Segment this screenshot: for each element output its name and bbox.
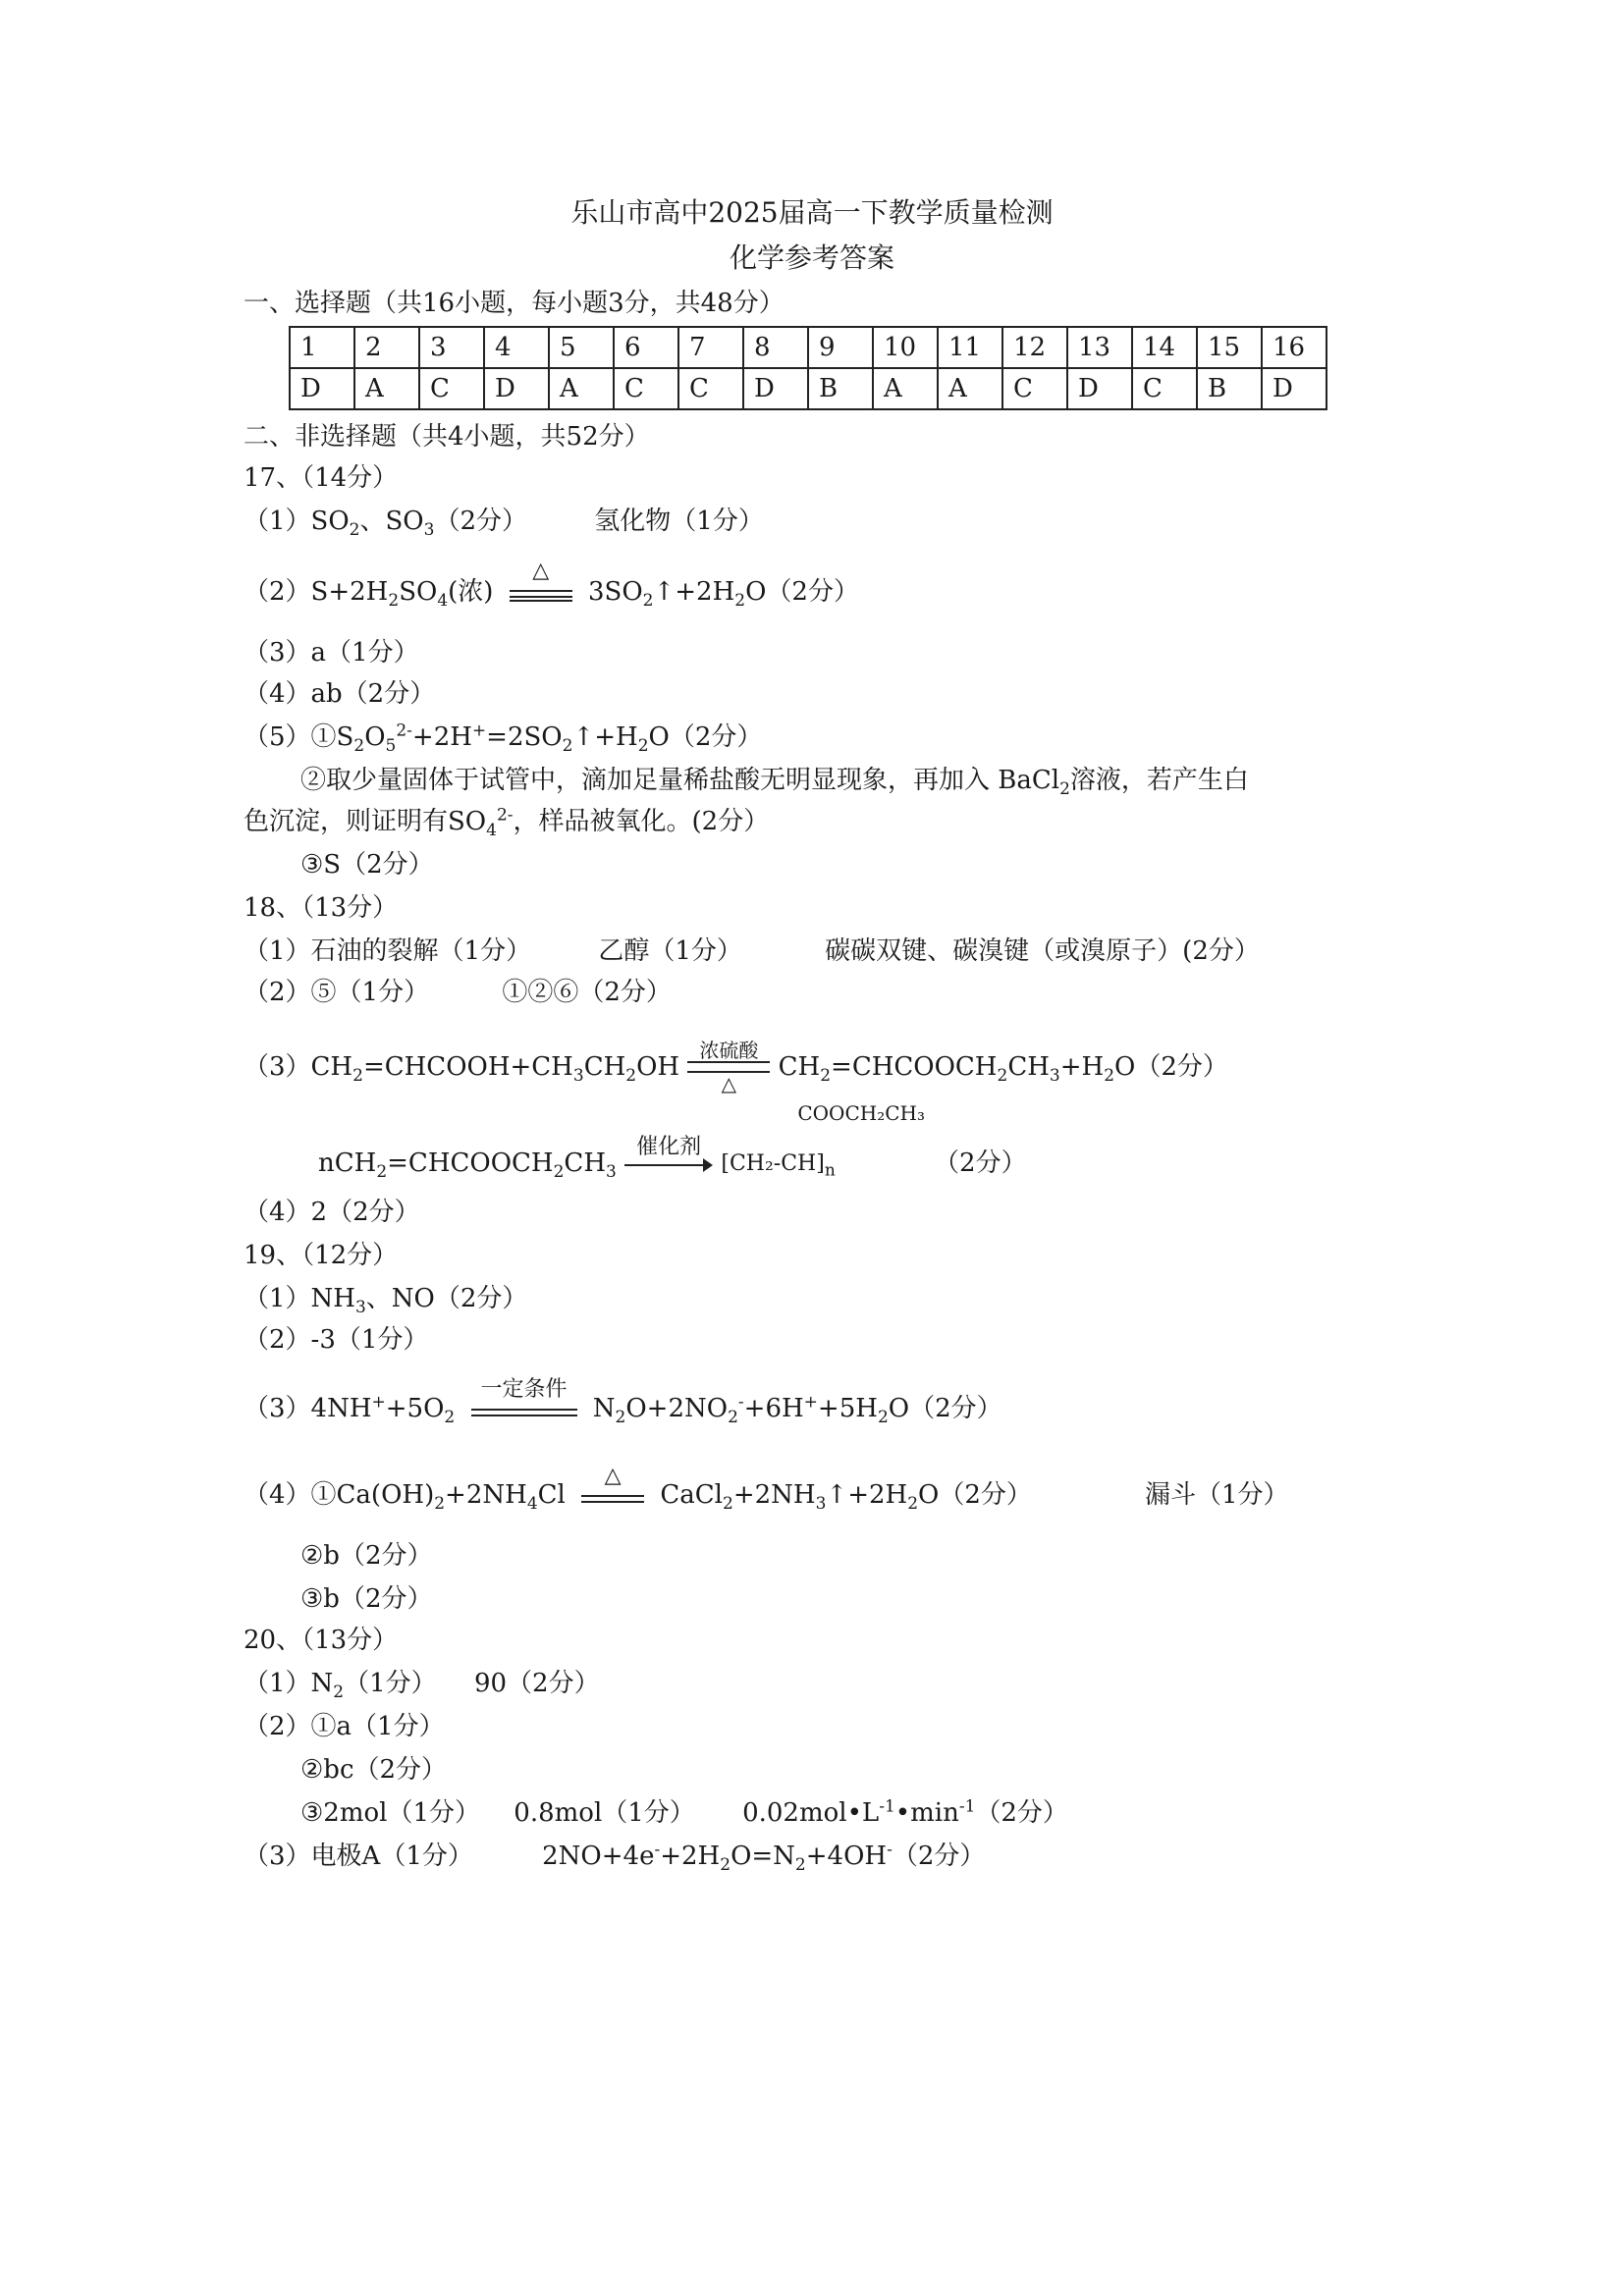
q17-part5-3: ③S（2分） [300, 850, 434, 880]
q17-part3: （3）a（1分） [244, 638, 419, 667]
q18-heading: 18、（13分） [244, 893, 399, 923]
table-cell: D [1262, 368, 1326, 409]
table-cell: D [484, 368, 549, 409]
heat-condition-equals: △ [581, 1489, 644, 1503]
table-cell: D [290, 368, 354, 409]
polymer-structure: COOCH₂CH₃ $[CH_2-CH]_n$ [721, 1101, 925, 1181]
table-cell: C [1132, 368, 1197, 409]
table-cell: 9 [808, 327, 873, 368]
table-cell: 13 [1067, 327, 1132, 368]
condition-equals: 一定条件 [471, 1403, 577, 1416]
q19-part4-2: ②b（2分） [300, 1541, 433, 1571]
table-cell: C [614, 368, 678, 409]
q18-part1: （1）石油的裂解（1分） 乙醇（1分） 碳碳双键、碳溴键（或溴原子）(2分） [244, 936, 1260, 966]
q17-part5-2: ②取少量固体于试管中，滴加足量稀盐酸无明显现象，再加入 BaCl$_2$溶液，若产生白 [300, 766, 1249, 800]
q18-part2: （2）⑤（1分） ①②⑥（2分） [244, 978, 672, 1007]
q19-part1: $(1)NH_3$、NO（2分） [244, 1284, 528, 1318]
table-cell: A [354, 368, 419, 409]
q17-part5: $(5)①S_2O_5^{2-}+2H^+=2SO_2↑+H_2O(2$分） [244, 721, 763, 757]
table-cell: 12 [1002, 327, 1067, 368]
table-cell: 14 [1132, 327, 1197, 368]
table-cell: 6 [614, 327, 678, 368]
q19-part3: $(3)4NH^++5O_2$ 一定条件 $N_2O+2NO_2^-+6H^++5H_2O(2$分） [244, 1377, 1002, 1428]
q18-polymerization: $nCH_2=CHCOOCH_2CH_3$ 催化剂 COOCH₂CH₃ $[CH_2-CH]_n$ （2分） [318, 1101, 1027, 1183]
table-cell: C [678, 368, 743, 409]
q17-part2: $(2)S+2H_2SO_4$(浓) △ $3SO_2↑+2H_2O(2$分） [244, 559, 859, 612]
q20-part2-3: ③2mol（1分） 0.8mol（1分） $0.02mol•L^{-1}•\min^{-1}(2$分） [300, 1796, 1068, 1828]
q20-part2-2: ②bc（2分） [300, 1755, 448, 1785]
q20-part3: （3）电极A（1分） $2NO+4e^-+2H_2O=N_2+4OH^-(2$分） [244, 1840, 986, 1876]
q19-part4: $(4)①Ca(OH)_2+2NH_4Cl$ △ $CaCl_2+2NH_3↑+2H_2O(2$分） [244, 1464, 1032, 1515]
q17-heading: 17、（14分） [244, 463, 399, 493]
table-cell: 4 [484, 327, 549, 368]
q19-part2: （2）-3（1分） [244, 1325, 429, 1355]
reversible-arrow: 浓硫酸 △ [687, 1057, 770, 1079]
q20-part1: $(1)N_2(1$分） 90（2分） [244, 1669, 600, 1703]
table-cell: C [1002, 368, 1067, 409]
table-cell: D [743, 368, 808, 409]
table-cell: B [808, 368, 873, 409]
q19-part4-3: ③b（2分） [300, 1584, 433, 1614]
page-subtitle: 化学参考答案 [729, 241, 894, 274]
table-cell: A [938, 368, 1002, 409]
table-cell: 11 [938, 327, 1002, 368]
table-cell: 3 [419, 327, 484, 368]
table-cell: A [873, 368, 938, 409]
heat-condition-equals: △ [510, 584, 572, 602]
q19-heading: 19、（12分） [244, 1241, 399, 1270]
q20-heading: 20、（13分） [244, 1626, 399, 1655]
q18-part4: （4）2（2分） [244, 1198, 420, 1227]
q18-part3: $(3)CH_2=CHCOOH+CH_3CH_2OH$ 浓硫酸 △ $CH_2=CHCOOCH_2CH_3+H_2O(2$分） [244, 1039, 1228, 1095]
table-cell: 2 [354, 327, 419, 368]
table-cell: B [1197, 368, 1262, 409]
table-cell: 16 [1262, 327, 1326, 368]
page-title: 乐山市高中2025届高一下教学质量检测 [570, 196, 1054, 229]
table-cell: D [1067, 368, 1132, 409]
table-cell: C [419, 368, 484, 409]
q17-part1: $(1)SO_2$、$SO_3(2$分） 氢化物（1分） [244, 507, 764, 541]
table-cell: 7 [678, 327, 743, 368]
answer-table [289, 326, 1327, 410]
table-cell: 8 [743, 327, 808, 368]
q17-part4: （4）ab（2分） [244, 679, 436, 709]
table-cell: 5 [549, 327, 614, 368]
table-cell: 1 [290, 327, 354, 368]
section2-heading: 二、非选择题（共4小题，共52分） [244, 422, 650, 452]
q19-part4-funnel: 漏斗（1分） [1145, 1480, 1289, 1510]
q20-part2-1: （2）①a（1分） [244, 1712, 445, 1741]
table-cell: 15 [1197, 327, 1262, 368]
table-row-numbers [290, 327, 1326, 368]
table-cell: A [549, 368, 614, 409]
catalyst-arrow: 催化剂 [624, 1154, 713, 1174]
q17-part5-2-cont: 色沉淀，则证明有$SO_4^{2-}$，样品被氧化。(2分） [244, 805, 770, 841]
section1-heading: 一、选择题（共16小题，每小题3分，共48分） [244, 289, 785, 318]
table-cell: 10 [873, 327, 938, 368]
table-row-answers [290, 368, 1326, 409]
